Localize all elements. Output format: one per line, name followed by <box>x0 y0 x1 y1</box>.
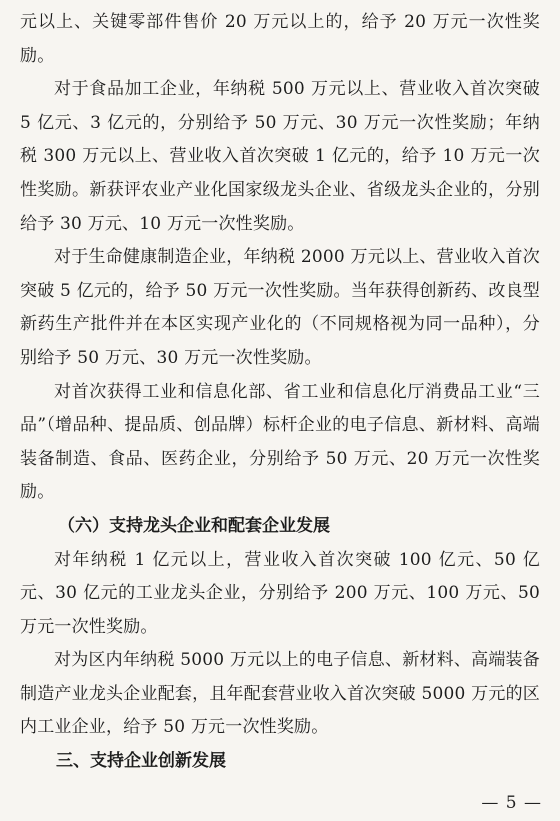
paragraph-leading-enterprise: 对年纳税 1 亿元以上，营业收入首次突破 100 亿元、50 亿元、30 亿元的工业龙头企业，分别给予 200 万元、100 万元、50 万元一次性奖励。 <box>20 549 540 637</box>
paragraph-life-health: 对于生命健康制造企业，年纳税 2000 万元以上、营业收入首次突破 5 亿元的，给予 50 万元一次性奖励。当年获得创新药、改良型新药生产批件并在本区实现产业化的（不同规格视为同一品种），分别给予 50 万元、30 万元一次性奖励。 <box>20 247 540 368</box>
paragraph-food-processing: 对于食品加工企业，年纳税 500 万元以上、营业收入首次突破 5 亿元、3 亿元的，分别给予 50 万元、30 万元一次性奖励；年纳税 300 万元以上、营业收入首次突破 1 亿元的，给予 10 万元一次性奖励。新获评农业产业化国家级龙头企业、省级龙头企业的，分别给予 30 万元、10 万元一次性奖励。 <box>20 79 540 234</box>
page-number: — 5 — <box>481 793 542 813</box>
paragraph-supporting-enterprise: 对为区内年纳税 5000 万元以上的电子信息、新材料、高端装备制造产业龙头企业配套，且年配套营业收入首次突破 5000 万元的区内工业企业，给予 50 万元一次性奖励。 <box>20 650 540 738</box>
section-three-heading: 三、支持企业创新发展 <box>56 751 226 772</box>
section-six-heading: （六）支持龙头企业和配套企业发展 <box>58 515 330 536</box>
paragraph-three-products: 对首次获得工业和信息化部、省工业和信息化厅消费品工业“三品”（增品种、提品质、创品牌）标杆企业的电子信息、新材料、高端装备制造、食品、医药企业，分别给予 50 万元、20 万元一次性奖励。 <box>20 381 540 503</box>
paragraph-continuation: 元以上、关键零部件售价 20 万元以上的，给予 20 万元一次性奖励。 <box>20 12 540 66</box>
